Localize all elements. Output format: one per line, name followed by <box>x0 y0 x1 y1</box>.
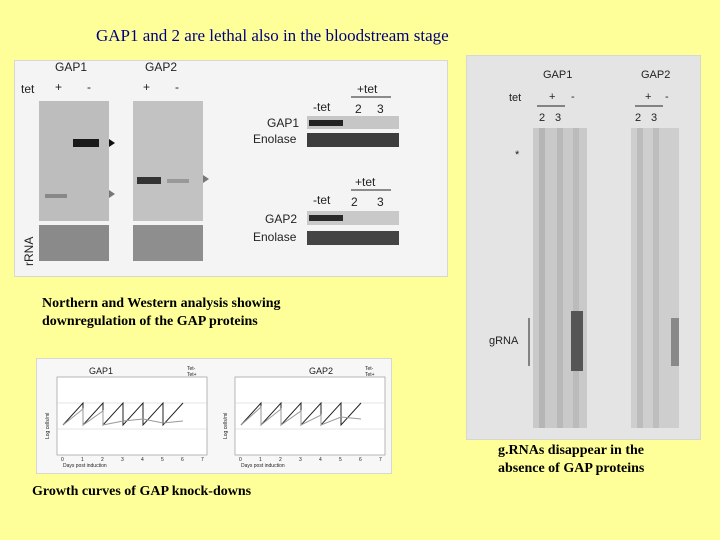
growth-chart1-xlabel: Days post induction <box>63 463 107 469</box>
western-gap1-label: GAP1 <box>267 116 300 130</box>
northern-gap2-band <box>137 177 161 184</box>
grna-gap1-lane-streak <box>573 128 579 428</box>
grna-svg <box>467 56 700 439</box>
growth-chart2-plot <box>223 366 385 469</box>
western-gap2-enolase-band <box>307 231 399 245</box>
grna-caption <box>498 442 644 478</box>
western-gap2-minus-tet: -tet <box>313 193 331 207</box>
western-gap1-lane3: 3 <box>377 102 384 116</box>
grna-label: gRNA <box>489 335 519 347</box>
northern-gap1-faint-band <box>45 194 67 198</box>
grna-gap1-smear <box>571 311 583 371</box>
western-gap1-lane2: 2 <box>355 102 362 116</box>
growth-chart2-legend-1: Tet- <box>365 366 374 372</box>
grna-gap2-lane-streak <box>653 128 659 428</box>
grna-caption-line1: g.RNAs disappear in the <box>498 443 644 458</box>
northern-gap2-faint-band <box>167 179 189 183</box>
grna-gap2-label: GAP2 <box>641 69 671 81</box>
grna-gap2-lane3: 3 <box>651 112 658 124</box>
western-gap2-plus-tet: +tet <box>355 175 376 189</box>
grna-gap1-label: GAP1 <box>543 69 573 81</box>
western-gap1-band <box>309 120 343 126</box>
western-gap2-band <box>309 215 343 221</box>
grna-gap1-plus: + <box>549 91 556 103</box>
grna-gap1-lane3: 3 <box>555 112 562 124</box>
northern-rrna-label: rRNA <box>22 236 36 266</box>
grna-gap2-plus: + <box>645 91 652 103</box>
growth-curves-svg <box>37 359 391 473</box>
x-tick: 6 <box>181 457 184 463</box>
northern-gap2-minus: - <box>175 80 179 94</box>
growth-chart2-frame <box>235 377 385 455</box>
grna-gap2-lane2: 2 <box>635 112 642 124</box>
growth-chart1-ylabel: Log cells/ml <box>45 412 51 439</box>
northern-western-caption-line2: downregulation of the GAP proteins <box>42 314 258 329</box>
grna-gap1-lane-streak <box>539 128 545 428</box>
northern-gap1-band <box>73 139 99 147</box>
growth-chart1-plot <box>45 366 207 469</box>
western-gap1-plus-tet: +tet <box>357 82 378 96</box>
northern-rrna-gap2 <box>133 225 203 261</box>
growth-chart1-legend-2: Tet+ <box>187 372 197 378</box>
grna-star-marker: * <box>515 149 520 161</box>
growth-curves-caption: Growth curves of GAP knock-downs <box>32 484 252 499</box>
x-tick: 2 <box>279 457 282 463</box>
northern-gap2-plus: + <box>143 80 151 94</box>
x-tick: 5 <box>339 457 342 463</box>
growth-chart2-title: GAP2 <box>309 366 334 376</box>
northern-gap1-gel <box>39 101 109 221</box>
grna-tet-label: tet <box>509 92 522 104</box>
western-gap2-enolase-label: Enolase <box>253 230 297 244</box>
growth-chart1-title: GAP1 <box>89 366 114 376</box>
northern-arrowhead-3 <box>203 175 209 183</box>
x-tick: 2 <box>101 457 104 463</box>
x-tick: 7 <box>379 457 382 463</box>
western-gap1-minus-tet: -tet <box>313 100 331 114</box>
x-tick: 7 <box>201 457 204 463</box>
grna-gap1-minus: - <box>571 91 575 103</box>
western-gap1-enolase-band <box>307 133 399 147</box>
northern-gap1-plus: + <box>55 80 63 94</box>
x-tick: 0 <box>61 457 64 463</box>
western-gap2-lane3: 3 <box>377 195 384 209</box>
x-tick: 3 <box>121 457 124 463</box>
grna-gap2-lane-streak <box>637 128 643 428</box>
northern-gap2-label: GAP2 <box>145 61 178 74</box>
slide-title: GAP1 and 2 are lethal also in the bloodstream stage <box>96 26 449 45</box>
growth-chart1-legend-1: Tet- <box>187 366 196 372</box>
x-tick: 3 <box>299 457 302 463</box>
growth-chart2-ylabel: Log cells/ml <box>223 412 229 439</box>
northern-arrowhead-1 <box>109 139 115 147</box>
western-gap2-lane2: 2 <box>351 195 358 209</box>
northern-gap1-label: GAP1 <box>55 61 88 74</box>
grna-caption-line2: absence of GAP proteins <box>498 461 645 476</box>
northern-gap1-minus: - <box>87 80 91 94</box>
x-tick: 4 <box>141 457 144 463</box>
grna-figure <box>466 55 701 440</box>
western-gap1-enolase-label: Enolase <box>253 132 297 146</box>
x-tick: 6 <box>359 457 362 463</box>
x-tick: 1 <box>81 457 84 463</box>
northern-western-caption <box>42 295 281 331</box>
northern-western-svg <box>15 61 447 276</box>
northern-western-figure <box>14 60 448 277</box>
growth-chart2-xticks <box>239 457 382 463</box>
growth-chart1-frame <box>57 377 207 455</box>
northern-gap2-gel <box>133 101 203 221</box>
growth-chart2-xlabel: Days post induction <box>241 463 285 469</box>
grna-gap2-smear <box>671 318 679 366</box>
northern-tet-label: tet <box>21 82 35 96</box>
grna-gap1-lane2: 2 <box>539 112 546 124</box>
northern-western-caption-line1: Northern and Western analysis showing <box>42 296 281 311</box>
x-tick: 1 <box>259 457 262 463</box>
growth-chart1-xticks <box>61 457 204 463</box>
growth-curves-figure <box>36 358 392 474</box>
x-tick: 5 <box>161 457 164 463</box>
growth-chart2-legend-2: Tet+ <box>365 372 375 378</box>
western-gap2-label: GAP2 <box>265 212 298 226</box>
grna-gap2-minus: - <box>665 91 669 103</box>
grna-gap1-lane-streak <box>557 128 563 428</box>
x-tick: 4 <box>319 457 322 463</box>
x-tick: 0 <box>239 457 242 463</box>
northern-arrowhead-2 <box>109 190 115 198</box>
northern-rrna-gap1 <box>39 225 109 261</box>
